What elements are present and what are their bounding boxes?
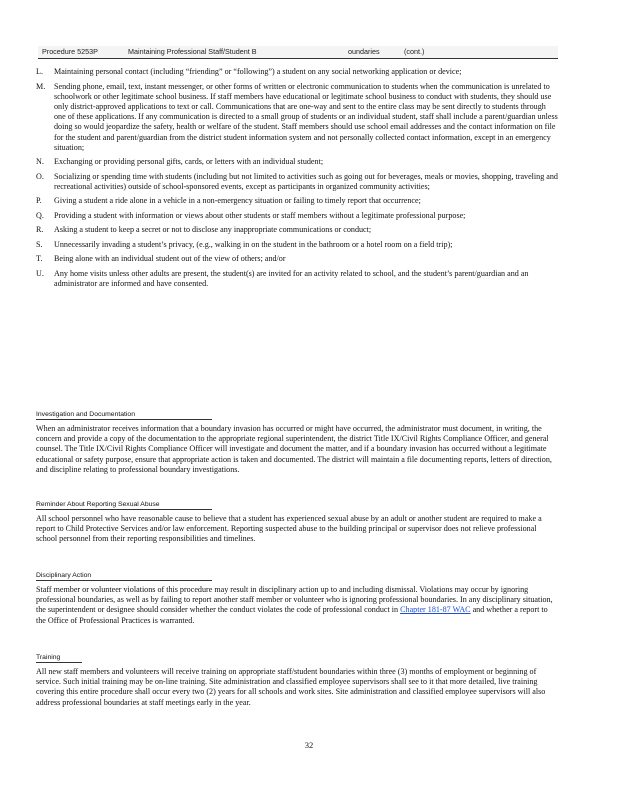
disciplinary-text-before: Staff member or volunteer violations of this procedure may result in disciplinary action up to and including dismissal. Violations may occur by ignoring professional boundaries, as well as by failing to report another staff member or volunteer who is ignoring professional boundaries. In any disciplinary situation, the superintendent or designee should consider whether the conduct violates the code of professional conduct in	[36, 585, 553, 615]
page-header	[38, 46, 558, 59]
list-item-text: Exchanging or providing personal gifts, cards, or letters with an individual student;	[54, 157, 324, 167]
training-text: All new staff members and volunteers will receive training on appropriate staff/student boundaries within three (3) months of employment or beginning of service. Such initial training may be on-line training. Site administration and classified employee supervisors shall see to it that more detailed, live training covering this entire procedure shall occur every two (2) years for all schools and work sites. Site administration and classified employee supervisors will also address professional boundaries at staff meetings early in the year.	[36, 667, 546, 707]
reminder-text: All school personnel who have reasonable cause to believe that a student has experienced sexual abuse by an adult or another student are required to make a report to Child Protective Services and/or law enforcement. Reporting suspected abuse to the building principal or supervisor does not relieve professional school personnel from their reporting responsibilities and timelines.	[36, 514, 542, 544]
list-item-letter: T.	[36, 254, 43, 264]
list-item-letter: O.	[36, 171, 44, 181]
list-item-text: Asking a student to keep a secret or not to disclose any inappropriate communications or conduct;	[54, 225, 372, 235]
list-item	[36, 172, 558, 192]
list-item	[36, 211, 558, 221]
list-item-text: Socializing or spending time with students (including but not limited to activities such as going out for beverages, meals or movies, shopping, traveling and recreational activities) outside of school-sponsored events, except as participants in organized community activities;	[54, 171, 558, 191]
list-item-text: Unnecessarily invading a student’s privacy, (e.g., walking in on the student in the bathroom or a hotel room on a field trip);	[54, 239, 453, 249]
list-item-text: Providing a student with information or views about other students or staff members without a legitimate professional purpose;	[54, 210, 466, 220]
header-title-left: Maintaining Professional Staff/Student B	[128, 47, 257, 56]
list-item	[36, 225, 558, 235]
disciplinary-text	[36, 585, 558, 626]
header-cont: (cont.)	[404, 47, 425, 56]
section-heading-investigation: Investigation and Documentation	[36, 410, 212, 420]
list-item-letter: U.	[36, 268, 44, 278]
list-item-text: Giving a student a ride alone in a vehicle in a non-emergency situation or failing to timely report that occurrence;	[54, 196, 421, 206]
list-item	[36, 82, 558, 153]
list-item	[36, 196, 558, 206]
header-title-right: oundaries	[348, 47, 380, 56]
disciplinary-text-after: and whether a report to the Office of Professional Practices is warranted.	[36, 605, 548, 625]
list-item-text: Maintaining personal contact (including “friending” or “following”) a student on any social networking application or device;	[54, 67, 462, 76]
list-item-letter: S.	[36, 239, 43, 249]
page-number: 32	[304, 740, 314, 750]
list-item	[36, 240, 558, 250]
list-item-letter: Q.	[36, 210, 44, 220]
section-heading-disciplinary: Disciplinary Action	[36, 571, 212, 581]
list-item	[36, 67, 558, 77]
investigation-section	[36, 403, 558, 475]
list-item	[36, 254, 558, 264]
list-item	[36, 157, 558, 167]
disciplinary-section	[36, 564, 558, 626]
training-section	[36, 646, 558, 708]
list-item-letter: P.	[36, 196, 42, 206]
reminder-section	[36, 493, 558, 545]
list-item-letter: R.	[36, 225, 44, 235]
section-heading-reminder: Reminder About Reporting Sexual Abuse	[36, 500, 212, 510]
investigation-text: When an administrator receives information that a boundary invasion has occurred or might have occurred, the administrator must document, in writing, the concern and provide a copy of the documentation to the appropriate regional superintendent, the district Title IX/Civil Rights Compliance Officer, and general counsel. The Title IX/Civil Rights Compliance Officer will investigate and document the matter, and if a boundary invasion has occurred without a legitimate educational or safety purpose, ensure that appropriate action is taken and documented. The district will maintain a file documenting reports, letters of direction, and discipline relating to professional boundary investigations.	[36, 424, 552, 474]
list-item-letter: M.	[36, 81, 46, 91]
list-item-text: Any home visits unless other adults are present, the student(s) are invited for an activity related to school, and the student’s parent/guardian and an administrator are informed and have consented.	[54, 268, 529, 289]
list-item-text: Sending phone, email, text, instant messenger, or other forms of written or electronic communication to students when the communication is unrelated to schoolwork or other legitimate school business. If staff members have educational or legitimate school business to conduct with students, they should use only district-approved applications to text or call. Communications that are one-way and sent to the entire class may be sent directly to students through one of these applications. If any communication is directed to a small group of students or an individual student, staff shall include a parent/guardian unless doing so would jeopardize the safety, health or welfare of the student. Staff members should use school email addresses and the contact information on file for the student and parent/guardian from the district student information system and not personally collected contact information, except in an emergency situation;	[54, 81, 558, 152]
header-procedure: Procedure 5253P	[42, 47, 98, 56]
prohibited-conduct-list	[36, 67, 558, 294]
list-item	[36, 269, 558, 289]
wac-chapter-link[interactable]: Chapter 181-87 WAC	[400, 605, 471, 615]
section-heading-training: Training	[36, 653, 82, 663]
list-item-letter: L.	[36, 67, 43, 76]
list-item-text: Being alone with an individual student out of the view of others; and/or	[54, 254, 286, 264]
list-item-letter: N.	[36, 157, 44, 167]
